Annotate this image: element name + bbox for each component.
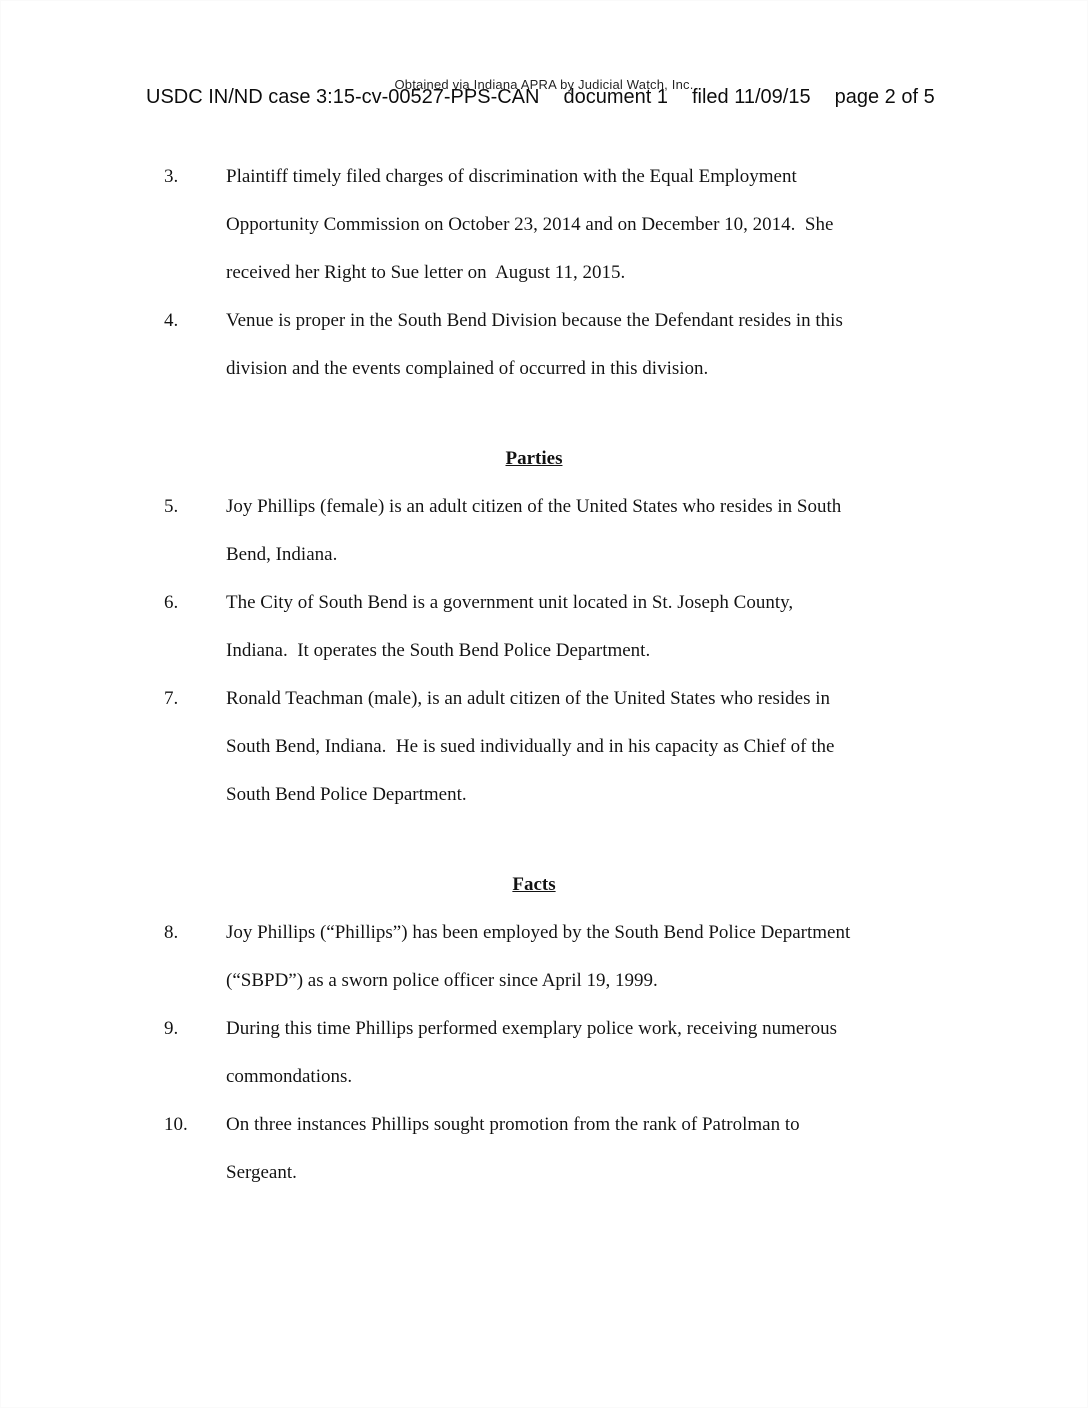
- section-heading: Facts: [512, 874, 556, 895]
- case-header-filed-date: filed 11/09/15: [691, 86, 811, 108]
- paragraph-line: South Bend Police Department.: [226, 784, 467, 805]
- paragraph-number: 10.: [164, 1114, 188, 1135]
- paragraph-line: Indiana. It operates the South Bend Police Department.: [226, 640, 651, 661]
- paragraph-line: Opportunity Commission on October 23, 2014 and on December 10, 2014. She: [226, 214, 834, 235]
- paragraph-number: 8.: [164, 922, 179, 943]
- case-header-case-number: USDC IN/ND case 3:15-cv-00527-PPS-CAN: [146, 86, 540, 108]
- paragraph: [164, 153, 939, 297]
- paragraph-line: Bend, Indiana.: [226, 544, 338, 565]
- paragraph: [164, 1005, 939, 1101]
- paragraph-line: Venue is proper in the South Bend Division because the Defendant resides in this: [226, 310, 843, 331]
- paragraph-number: 4.: [164, 310, 179, 331]
- paragraph: [164, 909, 939, 1005]
- paragraph: [164, 1101, 939, 1197]
- paragraph-number: 9.: [164, 1018, 179, 1039]
- paragraph-line: commondations.: [226, 1066, 353, 1087]
- paragraph-number: 5.: [164, 496, 179, 517]
- paragraph-line: division and the events complained of occurred in this division.: [226, 358, 709, 379]
- paragraph-number: 7.: [164, 688, 179, 709]
- paragraph-line: South Bend, Indiana. He is sued individually and in his capacity as Chief of the: [226, 736, 835, 757]
- paragraph: [164, 297, 939, 393]
- paragraph: [164, 483, 939, 579]
- case-header-page-number: page 2 of 5: [834, 86, 935, 108]
- paragraph-line: received her Right to Sue letter on August 11, 2015.: [226, 262, 626, 283]
- watermark-line: Obtained via Indiana APRA by Judicial Watch, Inc.: [394, 77, 694, 92]
- paragraph-line: (“SBPD”) as a sworn police officer since April 19, 1999.: [226, 970, 658, 991]
- document-body: [1, 153, 1088, 1197]
- paragraph-line: Sergeant.: [226, 1162, 297, 1183]
- paragraph-line: Ronald Teachman (male), is an adult citizen of the United States who resides in: [226, 688, 831, 709]
- paragraph-line: The City of South Bend is a government unit located in St. Joseph County,: [226, 592, 794, 613]
- paragraph: [164, 675, 939, 819]
- paragraph: [164, 579, 939, 675]
- paragraph-line: On three instances Phillips sought promotion from the rank of Patrolman to: [226, 1114, 800, 1135]
- case-header: [146, 86, 935, 109]
- paragraph-number: 6.: [164, 592, 179, 613]
- case-header-document: document 1: [563, 86, 668, 108]
- paragraph-line: During this time Phillips performed exemplary police work, receiving numerous: [226, 1018, 838, 1039]
- paragraph-number: 3.: [164, 166, 179, 187]
- paragraph-line: Plaintiff timely filed charges of discrimination with the Equal Employment: [226, 166, 797, 187]
- paragraph-line: Joy Phillips (female) is an adult citizen of the United States who resides in South: [226, 496, 842, 517]
- section-heading: Parties: [505, 448, 563, 469]
- paragraph-line: Joy Phillips (“Phillips”) has been employed by the South Bend Police Department: [226, 922, 851, 943]
